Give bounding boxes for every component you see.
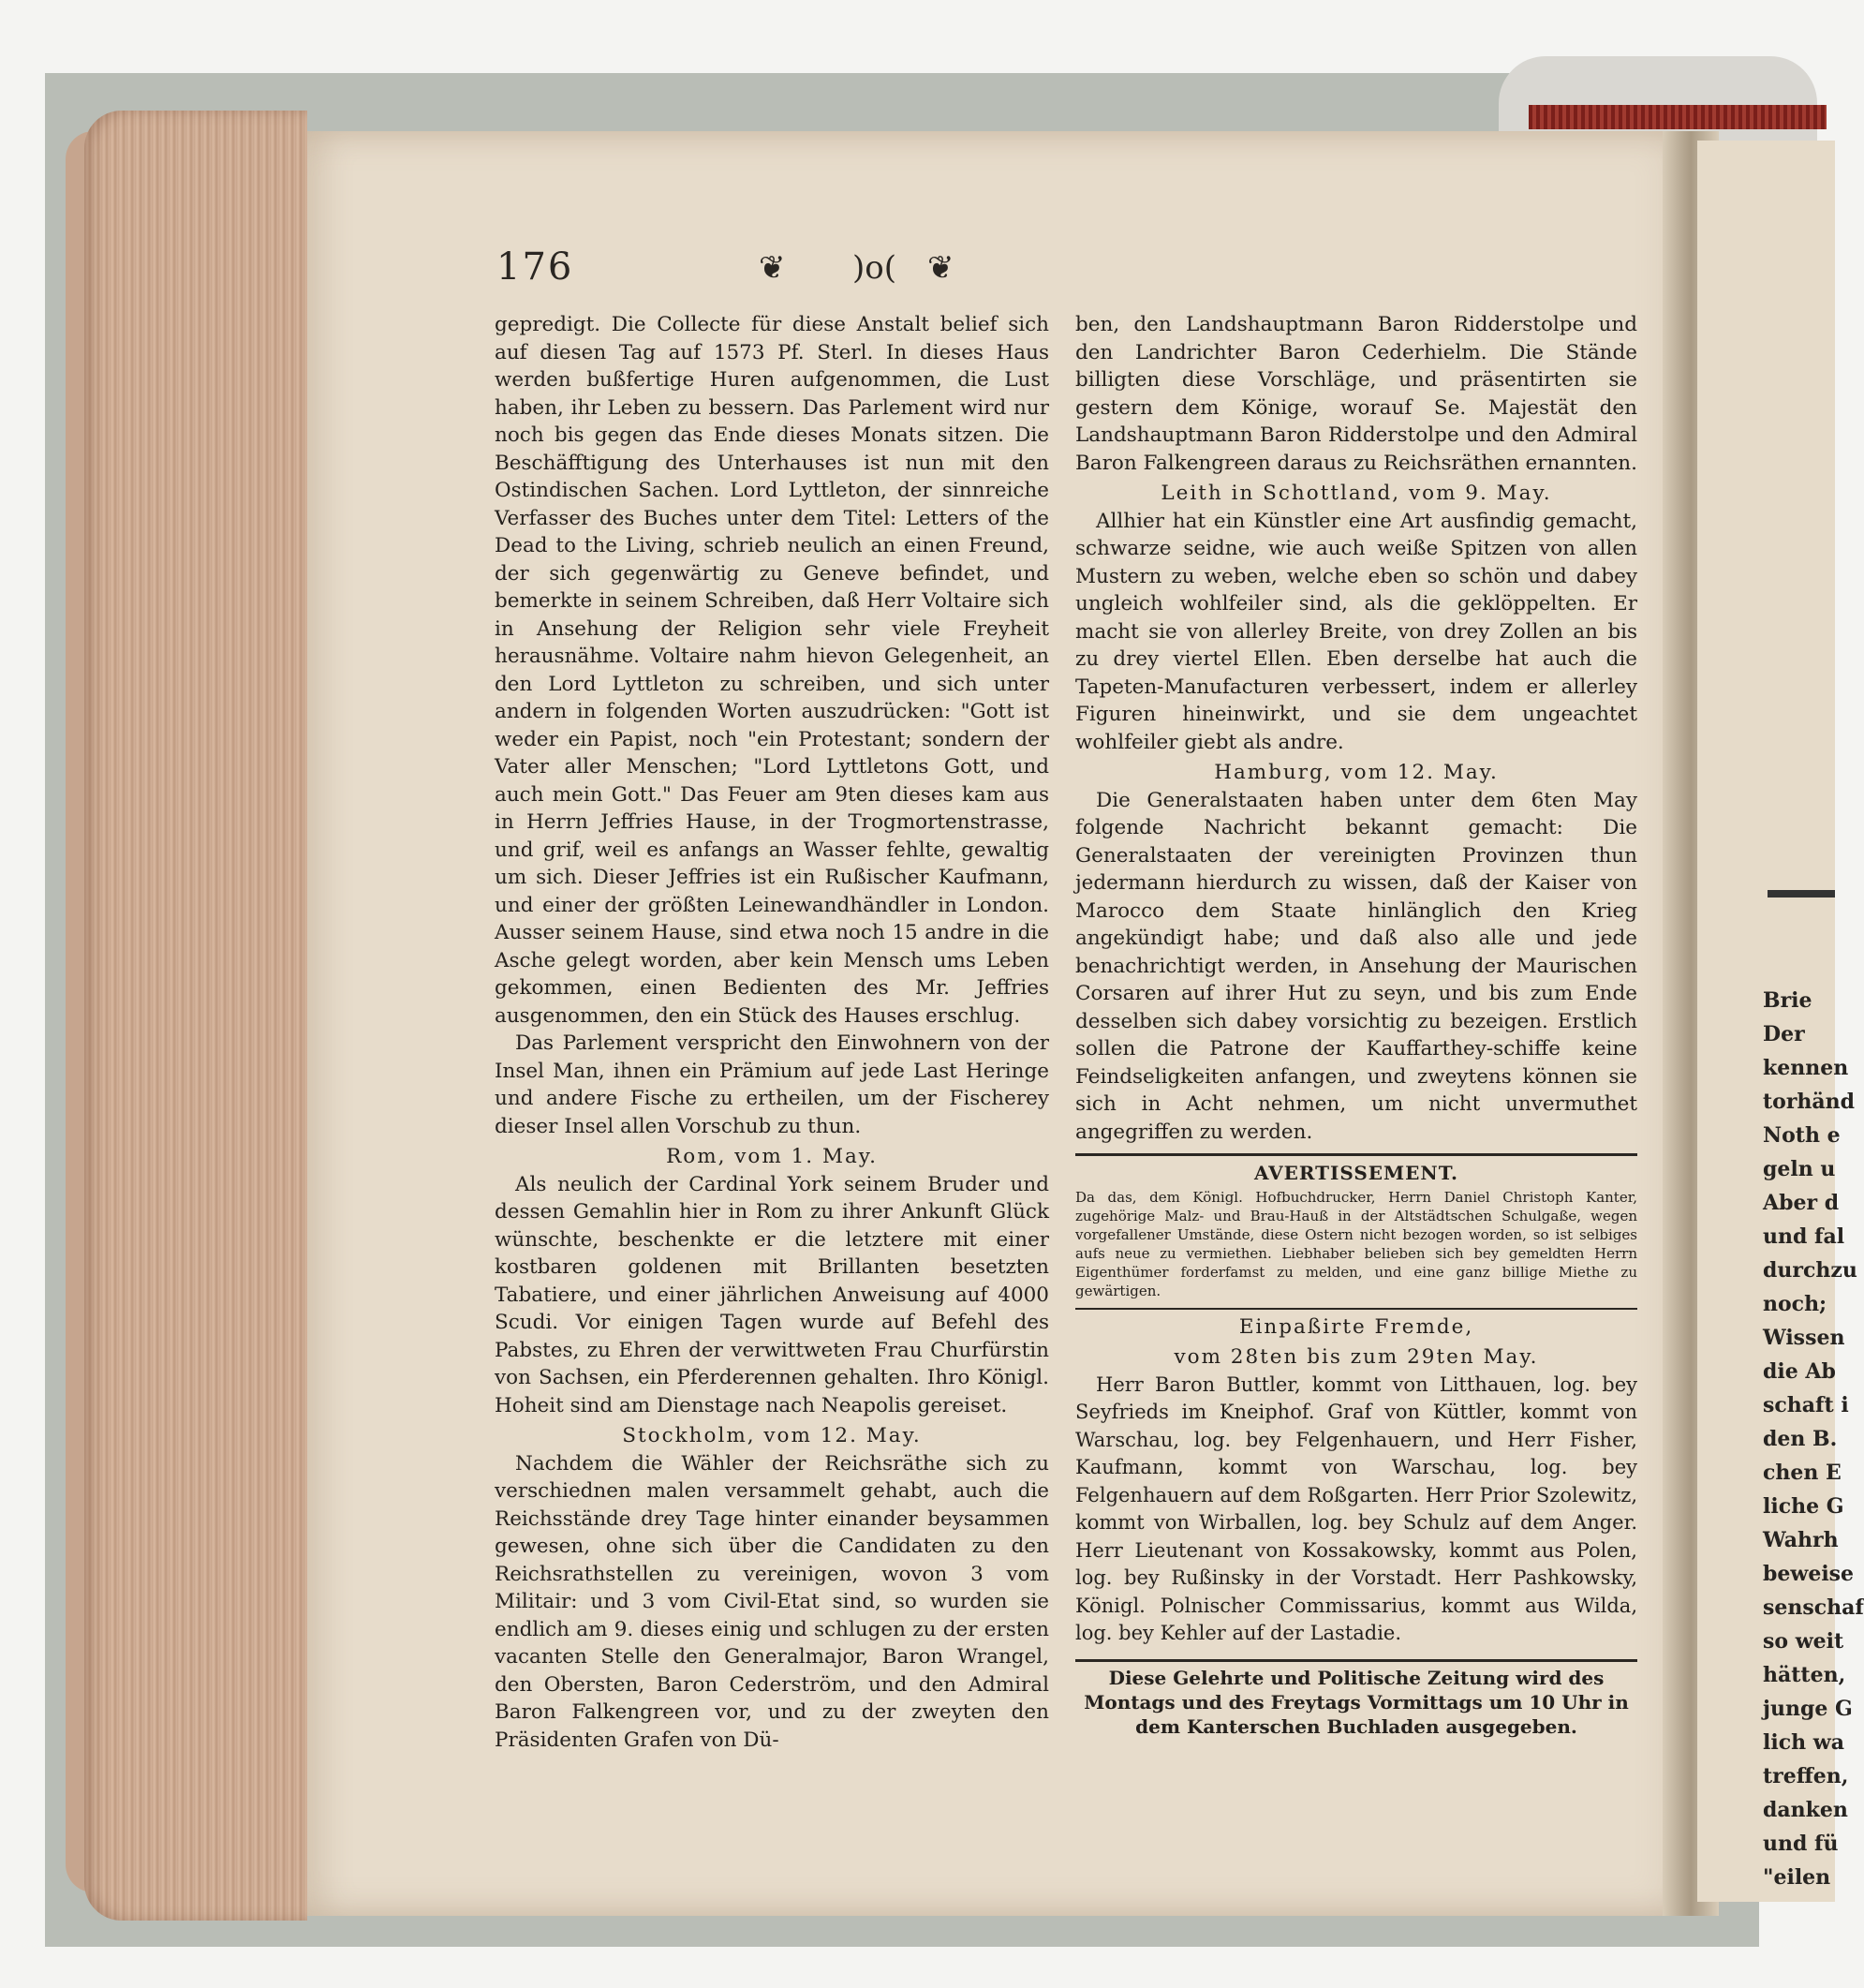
facing-page-fragment: lich wa <box>1763 1730 1844 1755</box>
left-column <box>495 311 1049 1754</box>
fleuron-right-icon: ❦ <box>927 249 954 287</box>
facing-page-fragment: geln u <box>1763 1157 1836 1181</box>
facing-page-fragment: "eilen <box>1763 1865 1831 1890</box>
facing-page-fragment: die Ab <box>1763 1359 1836 1384</box>
facing-page-fragment: durchzu <box>1763 1258 1857 1283</box>
facing-page-fragment: chen E <box>1763 1461 1842 1485</box>
article-london-text: gepredigt. Die Collecte für diese Anstalt belief sich auf diesen Tag auf 1573 Pf. Sterl. In dieses Haus werden bußfertige Huren aufgenommen, die Lust haben, ihr Leben zu bessern. Das Parlement wird nur noch bis gegen das Ende dieses Monats sitzen. Die Beschäfftigung des Unterhauses ist nun mit den Ostindischen Sachen. Lord Lyttleton, der sinnreiche Verfasser des Buches unter dem Titel: Letters of the Dead to the Living, schrieb neulich an einen Freund, der sich gegenwärtig zu Geneve befindet, und bemerkte in seinem Schreiben, daß Herr Voltaire sich in Ansehung der Religion sehr viele Freyheit herausnähme. Voltaire nahm hievon Gelegenheit, an den Lord Lyttleton zu schreiben, und sich unter andern in folgenden Worten auszudrücken: "Gott ist weder ein Papist, noch "ein Protestant; sondern der Vater aller Menschen; "Lord Lyttletons Gott, und auch mein Gott." Das Feuer am 9ten dieses kam aus in Herrn Jeffries Hause, in der Trogmortenstrasse, und grif, weil es anfangs an Wasser fehlte, gewaltig um sich. Dieser Jeffries ist ein Rußischer Kaufmann, und einer der größten Leinewandhändler in London. Ausser seinem Hause, sind etwa noch 15 andre in die Asche gelegt worden, aber kein Mensch ums Leben gekommen, einen Bedienten des Mr. Jeffries ausgenommen, den ein Stück des Hauses erschlug. <box>495 313 1049 1028</box>
facing-page-rule <box>1768 890 1835 898</box>
facing-page-fragment: so weit <box>1763 1629 1844 1654</box>
arrivals-text: Herr Baron Buttler, kommt von Litthauen, log. bey Seyfrieds im Kneiphof. Graf von Küttler, kommt von Warschau, log. bey Felgenhauern, und Herr Fisher, Kaufmann, kommt von Warschau, log. bey Felgenhauern auf dem Roßgarten. Herr Prior Szolewitz, kommt von Wirballen, log. bey Schulz auf dem Anger. Herr Lieutenant von Kossakowsky, kommt aus Polen, log. bey Rußinsky in der Vorstadt. Herr Pashkowsky, Königl. Polnischer Commissarius, kommt aus Wilda, log. bey Kehler auf der Lastadie. <box>1075 1372 1637 1644</box>
article-leith-text: Allhier hat ein Künstler eine Art ausfindig gemacht, schwarze seidne, wie auch weiße Spitzen von allen Mustern zu weben, welche eben so schön und dabey ungleich wohlfeiler sind, als die geklöppelten. Er macht sie von allerley Breite, von drey Zollen an bis zu drey viertel Ellen. Eben derselbe hat auch die Tapeten-Manufacturen verbessert, indem er allerley Figuren hineinwirkt, und sie dem ungeachtet wohlfeiler giebt als andre. <box>1075 509 1637 754</box>
facing-page-fragment: liche G <box>1763 1494 1844 1519</box>
facing-page-fragment: den B. <box>1763 1427 1838 1451</box>
page-number: 176 <box>496 245 574 289</box>
section-divider <box>1075 1659 1637 1662</box>
dateline-rom: Rom, vom 1. May. <box>666 1145 878 1168</box>
facing-page-fragment: noch; <box>1763 1292 1827 1316</box>
ornament-center-icon: )o( <box>852 249 896 287</box>
facing-page-fragment: kennen <box>1763 1056 1849 1080</box>
avertissement-title: AVERTISSEMENT. <box>1254 1162 1458 1184</box>
arrivals-dates: vom 28ten bis zum 29ten May. <box>1174 1345 1539 1369</box>
avertissement-text: Da das, dem Königl. Hofbuchdrucker, Herrn Daniel Christoph Kanter, zugehörige Malz- und Brau-Hauß in der Altstädtschen Schulgaße, wegen vorgefallener Umstände, diese Ostern nicht bezogen worden, so ist selbiges aufs neue zu vermiethen. Liebhaber belieben sich bey gemeldten Herrn Eigenthümer forderfamst zu melden, und eine ganz billige Miethe zu gewärtigen. <box>1075 1188 1637 1299</box>
facing-page-fragment: schaft i <box>1763 1393 1849 1417</box>
facing-page-fragment: Aber d <box>1763 1191 1840 1215</box>
facing-page-fragment: beweise <box>1763 1562 1855 1586</box>
facing-page-fragment: junge G <box>1763 1697 1853 1721</box>
page-block-edge <box>84 111 307 1921</box>
facing-page-fragment: Noth e <box>1763 1123 1841 1148</box>
headband-stripe <box>1529 105 1827 129</box>
article-hamburg-text: Die Generalstaaten haben unter dem 6ten May folgende Nachricht bekannt gemacht: Die Generalstaaten der vereinigten Provinzen thun jedermann hierdurch zu wissen, daß der Kaiser von Marocco dem Staate hinlänglich den Krieg angekündigt habe; und daß also alle und jede benachrichtigt werden, in Ansehung der Maurischen Corsaren auf ihrer Hut zu seyn, und bis zum Ende desselben sich dabey vorsichtig zu bezeigen. Erstlich sollen die Patrone der Kauffarthey-schiffe keine Feindseligkeiten anfangen, und zweytens können sie sich in Acht nehmen, um nicht unvermuthet angegriffen zu werden. <box>1075 788 1637 1144</box>
facing-page-fragment: Wahrh <box>1763 1528 1839 1552</box>
facing-page <box>1697 141 1864 1902</box>
facing-page-fragment: senschaf <box>1763 1595 1864 1620</box>
facing-page-fragment: Der <box>1763 1022 1805 1046</box>
article-stockholm-continued: ben, den Landshauptmann Baron Ridderstolpe und den Landrichter Baron Cederhielm. Die Stände billigten diese Vorschläge, und präsentirten sie gestern dem Könige, worauf Se. Majestät den Landshauptmann Baron Ridderstolpe und den Admiral Baron Falkengreen daraus zu Reichsräthen ernannten. <box>1075 313 1637 475</box>
facing-page-fragment: danken <box>1763 1798 1848 1822</box>
section-divider <box>1075 1308 1637 1310</box>
fleuron-left-icon: ❦ <box>759 249 786 287</box>
page-header <box>496 245 1639 302</box>
facing-page-fragment: Wissen <box>1763 1326 1845 1350</box>
facing-page-fragment: treffen, <box>1763 1764 1849 1788</box>
dateline-hamburg: Hamburg, vom 12. May. <box>1214 761 1499 784</box>
arrivals-title: Einpaßirte Fremde, <box>1238 1314 1474 1339</box>
facing-page-fragment: Brie <box>1763 988 1812 1013</box>
facing-page-fragment: und fal <box>1763 1224 1845 1249</box>
article-parliament-text: Das Parlement verspricht den Einwohnern von der Insel Man, ihnen ein Prämium auf jede Last Heringe und andere Fische zu ertheilen, um der Fischerey dieser Insel allen Vorschub zu thun. <box>495 1031 1049 1138</box>
section-divider <box>1075 1153 1637 1156</box>
imprint-notice: Diese Gelehrte und Politische Zeitung wird des Montags und des Freytags Vormittags um 10 Uhr in dem Kanterschen Buchladen ausgegeben. <box>1084 1666 1629 1738</box>
facing-page-fragment: und fü <box>1763 1832 1839 1856</box>
facing-page-fragment: hätten, <box>1763 1663 1846 1687</box>
article-rom-text: Als neulich der Cardinal York seinem Bruder und dessen Gemahlin hier in Rom zu ihrer Ankunft Glück wünschte, beschenkte er die letztere mit einer kostbaren goldenen mit Brillanten besetzten Tabatiere, und einer jährlichen Anweisung auf 4000 Scudi. Vor einigen Tagen wurde auf Befehl des Pabstes, zu Ehren der verwittweten Frau Churfürstin von Sachsen, ein Pferderennen gehalten. Ihro Königl. Hoheit sind am Dienstage nach Neapolis gereiset. <box>495 1172 1049 1417</box>
dateline-stockholm: Stockholm, vom 12. May. <box>622 1424 922 1447</box>
facing-page-fragment: torhänd <box>1763 1090 1856 1114</box>
dateline-leith: Leith in Schottland, vom 9. May. <box>1161 482 1552 505</box>
article-stockholm-text: Nachdem die Wähler der Reichsräthe sich zu verschiednen malen versammelt gehabt, auch die Reichsstände drey Tage hinter einander beysammen gewesen, ohne sich über die Candidaten zu den Reichsrathstellen zu vereinigen, wovon 3 vom Militair: und 3 vom Civil-Etat sind, so wurden sie endlich am 9. dieses einig und schlugen zu der ersten vacanten Stelle den Generalmajor, Baron Wrangel, den Obersten, Baron Cederström, und den Admiral Baron Falkengreen vor, und zu der zweyten den Präsidenten Grafen von Dü- <box>495 1451 1049 1752</box>
right-column <box>1075 311 1637 1739</box>
